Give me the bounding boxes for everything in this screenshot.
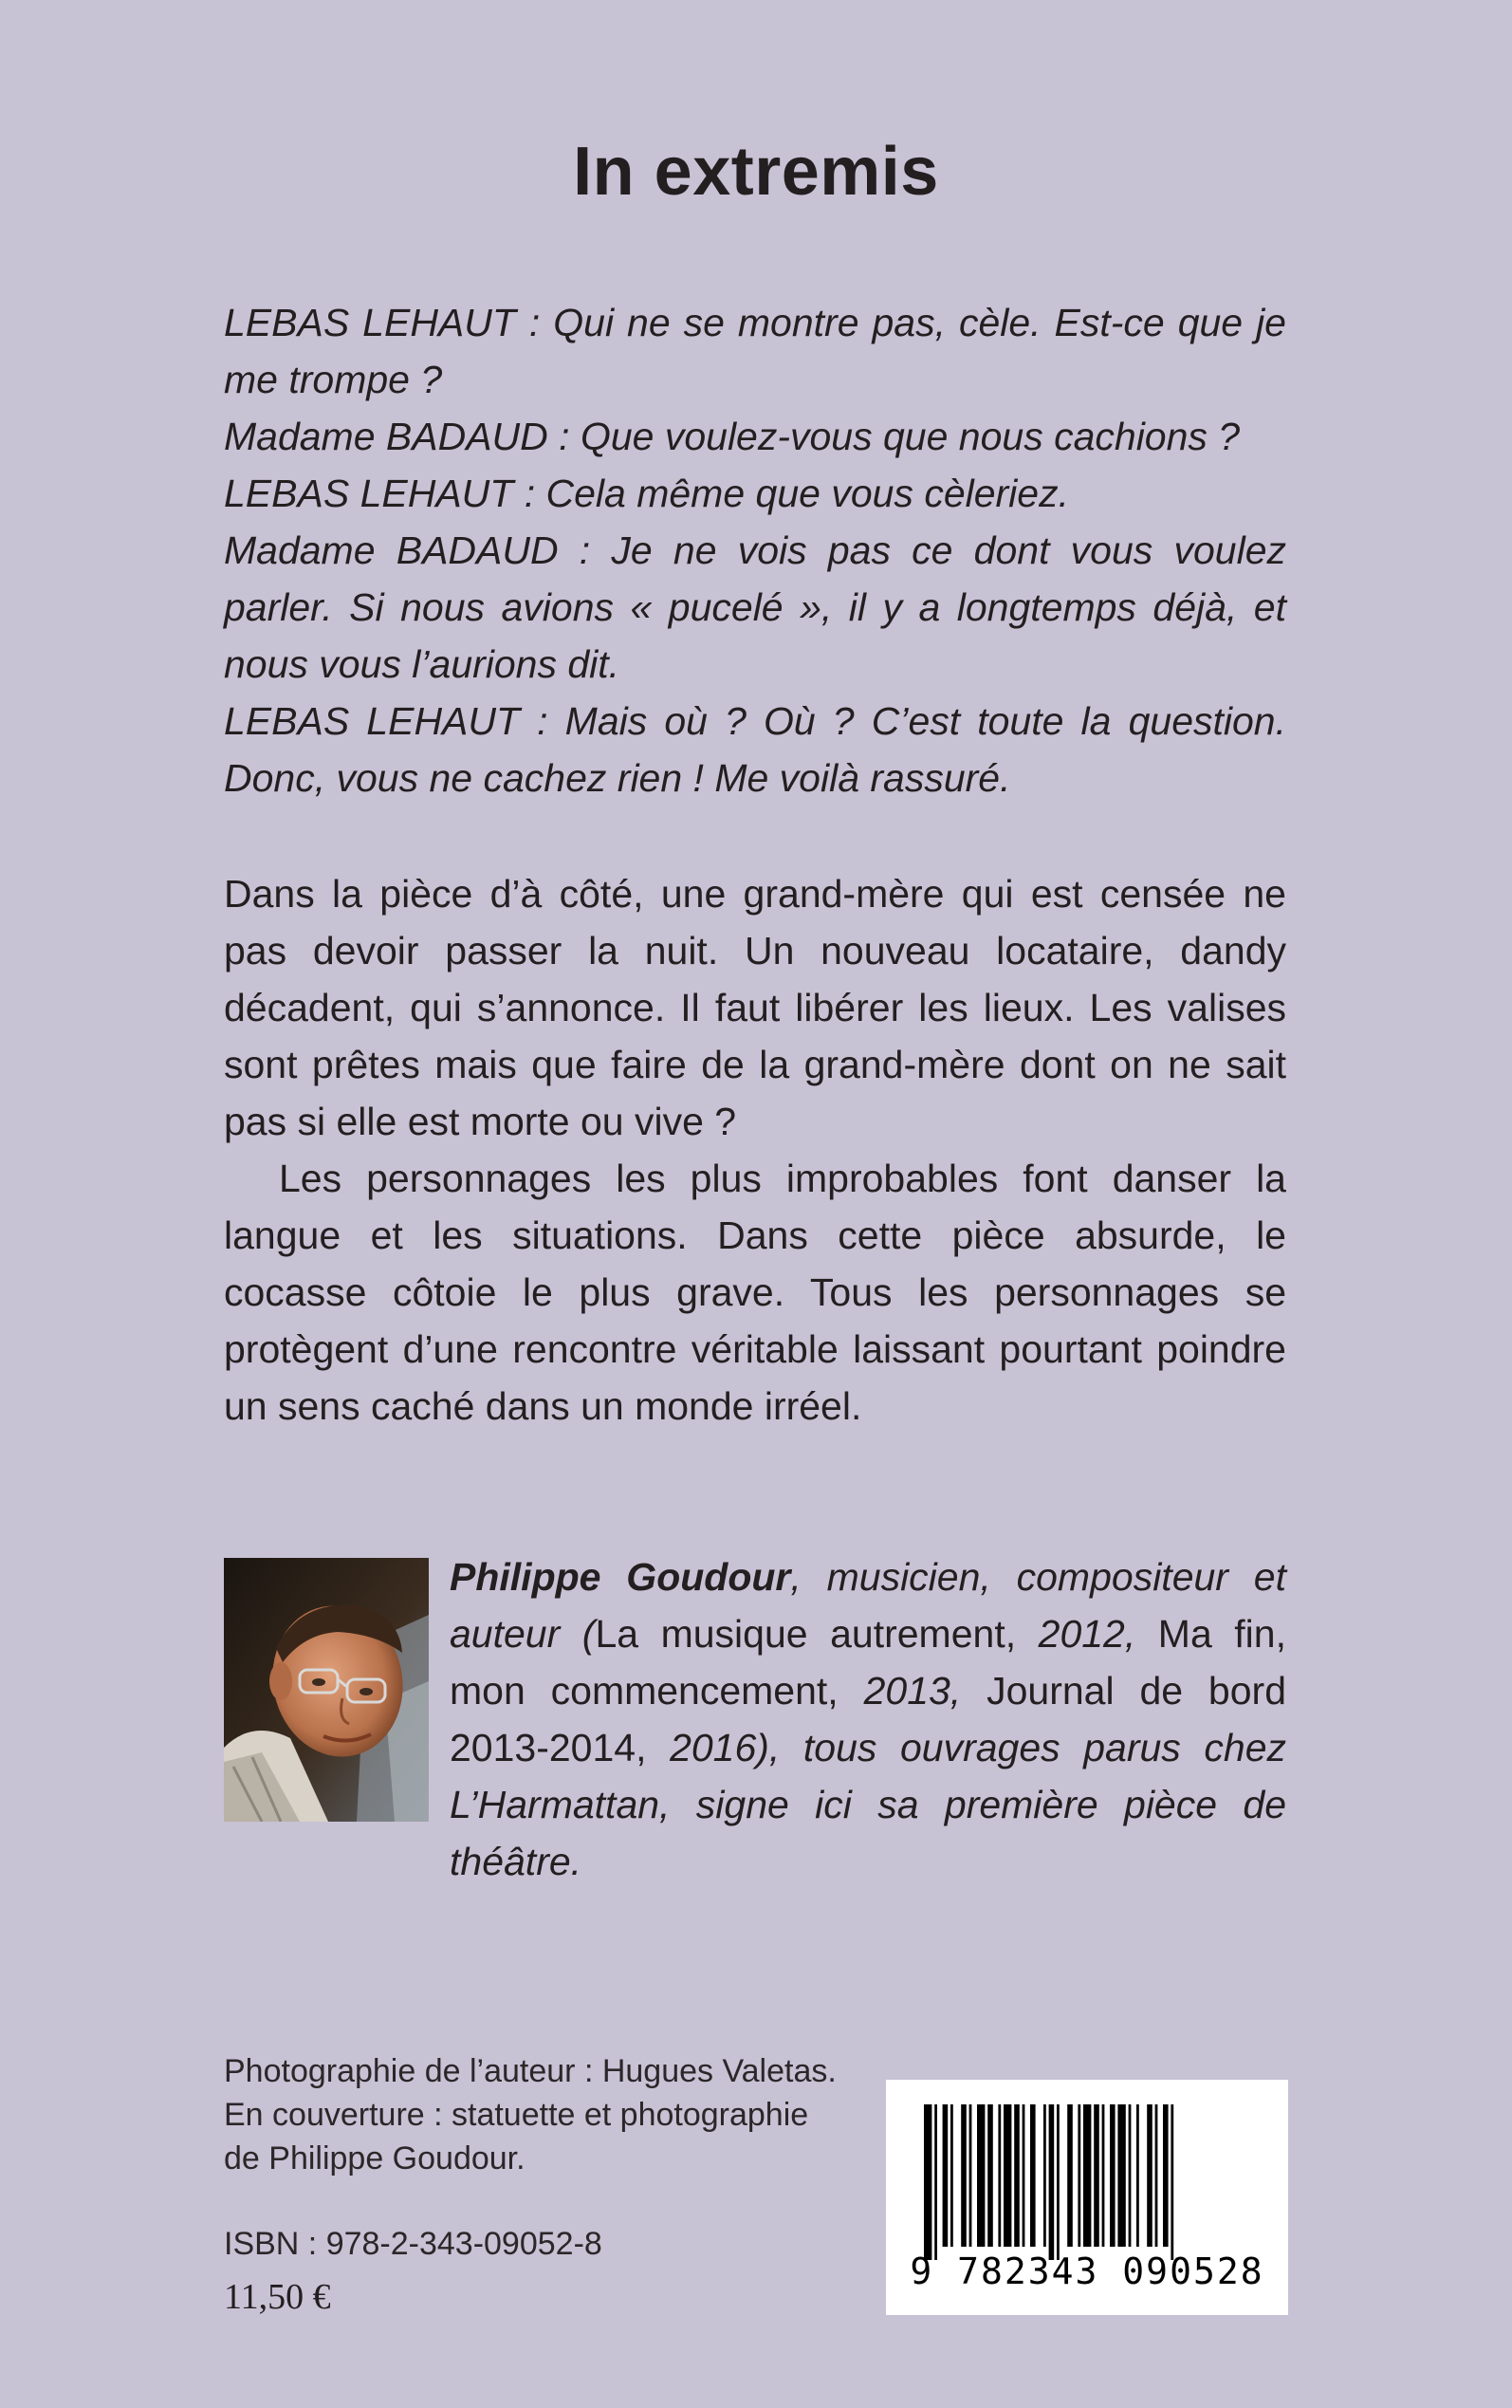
barcode-bar bbox=[950, 2104, 953, 2247]
barcode-bar bbox=[1110, 2104, 1116, 2247]
dialogue-line: Madame BADAUD : Que voulez-vous que nous cachions ? bbox=[224, 415, 1241, 458]
author-name: Philippe Goudour bbox=[450, 1555, 791, 1599]
isbn: ISBN : 978-2-343-09052-8 bbox=[224, 2226, 602, 2262]
barcode-bar bbox=[987, 2104, 993, 2247]
barcode-bar bbox=[1067, 2104, 1073, 2247]
summary-paragraph: Les personnages les plus improbables font danser la langue et les situations. Dans cette pièce absurde, le cocasse côtoie le plus grave. Tous les personnages se protègent d’une rencontre véritable laissant pourtant poindre un sens caché dans un monde irréel. bbox=[224, 1157, 1286, 1428]
barcode-bar bbox=[1043, 2104, 1046, 2247]
barcode-bar bbox=[1163, 2104, 1169, 2247]
credit-line: de Philippe Goudour. bbox=[224, 2140, 526, 2176]
barcode-bar bbox=[1004, 2104, 1011, 2247]
barcode-bar bbox=[943, 2104, 949, 2247]
barcode-bar bbox=[1147, 2104, 1152, 2247]
author-bio: Philippe Goudour, musicien, compositeur et auteur (La musique autrement, 2012, Ma fin, mon commencement, 2013, Journal de bord 2013-2014, 2016), tous ouvrages parus chez L’Harmattan, signe ici sa première pièce de théâtre. bbox=[450, 1555, 1287, 1883]
barcode-bar bbox=[1023, 2104, 1025, 2247]
barcode-bar bbox=[1117, 2104, 1125, 2247]
barcode-bar bbox=[924, 2104, 931, 2260]
author-photo bbox=[224, 1558, 429, 1822]
credit-line: En couverture : statuette et photographie bbox=[224, 2097, 809, 2133]
dialogue-line: LEBAS LEHAUT : Mais où ? Où ? C’est toute la question. Donc, vous ne cachez rien ! Me voilà rassuré. bbox=[224, 699, 1286, 800]
dialogue-excerpt bbox=[224, 294, 1286, 806]
summary-paragraph: Dans la pièce d’à côté, une grand-mère qui est censée ne pas devoir passer la nuit. Un nouveau locataire, dandy décadent, qui s’annonce. Il faut libérer les lieux. Les valises sont prêtes mais que faire de la grand-mère dont on ne sait pas si elle est morte ou vive ? bbox=[224, 872, 1286, 1143]
barcode-bar bbox=[961, 2104, 967, 2247]
barcode-bar bbox=[1049, 2104, 1055, 2260]
barcode-bar bbox=[1129, 2104, 1132, 2247]
dialogue-line: LEBAS LEHAUT : Cela même que vous cèleriez. bbox=[224, 472, 1069, 515]
photo-credits bbox=[224, 2049, 888, 2180]
barcode-bar bbox=[969, 2104, 972, 2247]
barcode-bar bbox=[1136, 2104, 1139, 2247]
book-title: In extremis bbox=[573, 134, 939, 210]
barcode bbox=[886, 2080, 1288, 2315]
price: 11,50 € bbox=[224, 2277, 331, 2317]
barcode-number: 9 782343 090528 bbox=[910, 2251, 1264, 2292]
barcode-bar bbox=[1083, 2104, 1091, 2247]
barcode-bar bbox=[977, 2104, 985, 2247]
dialogue-line: Madame BADAUD : Je ne vois pas ce dont vous voulez parler. Si nous avions « pucelé », il y a longtemps déjà, et nous vous l’aurions dit. bbox=[224, 528, 1286, 686]
barcode-bar bbox=[1030, 2104, 1036, 2247]
barcode-bar bbox=[1171, 2104, 1173, 2260]
barcode-bar bbox=[1078, 2104, 1080, 2247]
book-summary bbox=[224, 865, 1286, 1435]
barcode-bar bbox=[1057, 2104, 1060, 2260]
barcode-bar bbox=[1094, 2104, 1099, 2247]
credit-line: Photographie de l’auteur : Hugues Valetas. bbox=[224, 2053, 837, 2089]
barcode-bar bbox=[1014, 2104, 1020, 2247]
barcode-bar bbox=[998, 2104, 1001, 2247]
barcode-bar bbox=[1102, 2104, 1105, 2247]
barcode-bar bbox=[934, 2104, 937, 2260]
barcode-bar bbox=[1155, 2104, 1158, 2247]
dialogue-line: LEBAS LEHAUT : Qui ne se montre pas, cèle. Est-ce que je me trompe ? bbox=[224, 301, 1286, 401]
